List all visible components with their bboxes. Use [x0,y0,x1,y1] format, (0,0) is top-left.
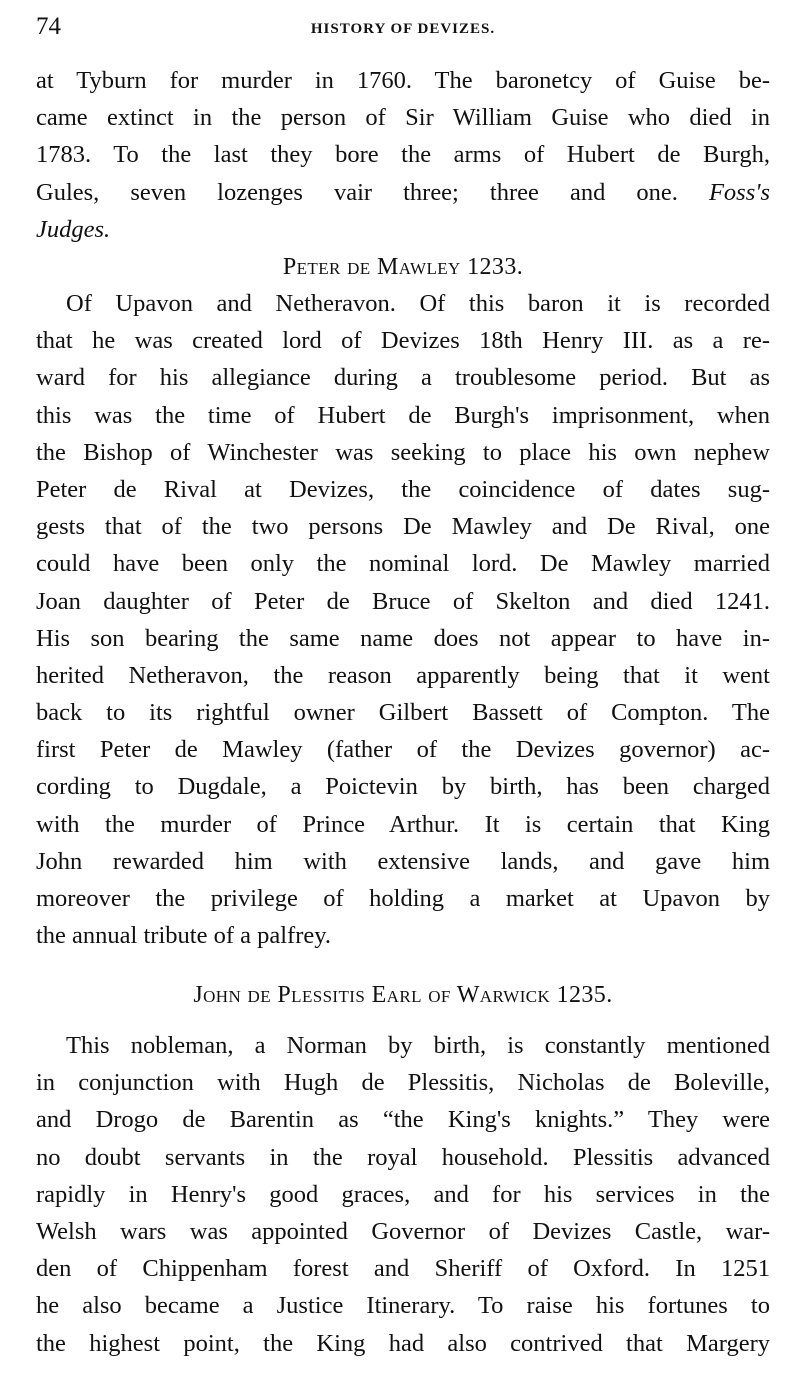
peter-de-mawley-paragraph [36,285,770,954]
text-line: herited Netheravon, the reason apparently being that it went [36,661,770,689]
text-line: Of Upavon and Netheravon. Of this baron it is recorded [66,290,770,317]
page-number: 74 [36,13,61,40]
section-heading-peter-de-mawley: Peter de Mawley 1233. [282,254,524,280]
text-line: back to its rightful owner Gilbert Bassett of Compton. The [36,699,770,727]
citation: Foss's [708,178,771,206]
text-line: with the murder of Prince Arthur. It is certain that King [36,810,770,838]
text-line: cording to Dugdale, a Poictevin by birth, has been charged [36,773,770,801]
text-line: this was the time of Hubert de Burgh's imprisonment, when [36,401,770,429]
text-line: came extinct in the person of Sir William Guise who died in [36,104,770,132]
text-line: the Bishop of Winchester was seeking to place his own nephew [36,438,770,466]
text-line: Welsh wars was appointed Governor of Devizes Castle, war- [36,1217,770,1245]
text-line: and Drogo de Barentin as “the King's knights.” They were [36,1106,770,1134]
text-line: the annual tribute of a palfrey. [36,922,332,950]
text-line [36,211,770,248]
text-line: that he was created lord of Devizes 18th Henry III. as a re- [36,327,770,355]
text-line: Joan daughter of Peter de Bruce of Skelton and died 1241. [36,587,770,615]
text-line: His son bearing the same name does not appear to have in- [36,624,770,652]
text-line: den of Chippenham forest and Sheriff of Oxford. In 1251 [36,1255,770,1283]
text-line: at Tyburn for murder in 1760. The baronetcy of Guise be- [36,67,770,94]
running-head [36,12,770,42]
running-title: HISTORY OF DEVIZES. [310,21,496,37]
text-line: This nobleman, a Norman by birth, is constantly mentioned [66,1032,770,1059]
text-line: moreover the privilege of holding a market at Upavon by [36,885,770,912]
text-line: first Peter de Mawley (father of the Devizes governor) ac- [36,736,770,764]
text-line: gests that of the two persons De Mawley and De Rival, one [36,513,770,541]
text-line: 1783. To the last they bore the arms of Hubert de Burgh, [36,141,770,169]
text-line-body: Gules, seven lozenges vair three; three and one. [36,178,678,206]
text-line: in conjunction with Hugh de Plessitis, Nicholas de Boleville, [36,1069,770,1097]
text-line: the highest point, the King had also contrived that Margery [36,1329,770,1357]
citation: Judges. [36,215,111,243]
text-line: ward for his allegiance during a troublesome period. But as [36,364,770,392]
text-line: could have been only the nominal lord. De Mawley married [36,550,770,578]
john-de-plessitis-paragraph [36,1027,770,1362]
text-line [36,174,770,211]
text-line: no doubt servants in the royal household. Plessitis advanced [36,1143,770,1171]
text-line: he also became a Justice Itinerary. To raise his fortunes to [36,1292,770,1320]
text-line: John rewarded him with extensive lands, and gave him [36,847,770,875]
text-line: rapidly in Henry's good graces, and for his services in the [36,1180,770,1208]
opening-paragraph [36,62,770,248]
text-line: Peter de Rival at Devizes, the coincidence of dates sug- [36,475,770,503]
section-heading-john-de-plessitis: John de Plessitis Earl of Warwick 1235. [193,982,613,1008]
